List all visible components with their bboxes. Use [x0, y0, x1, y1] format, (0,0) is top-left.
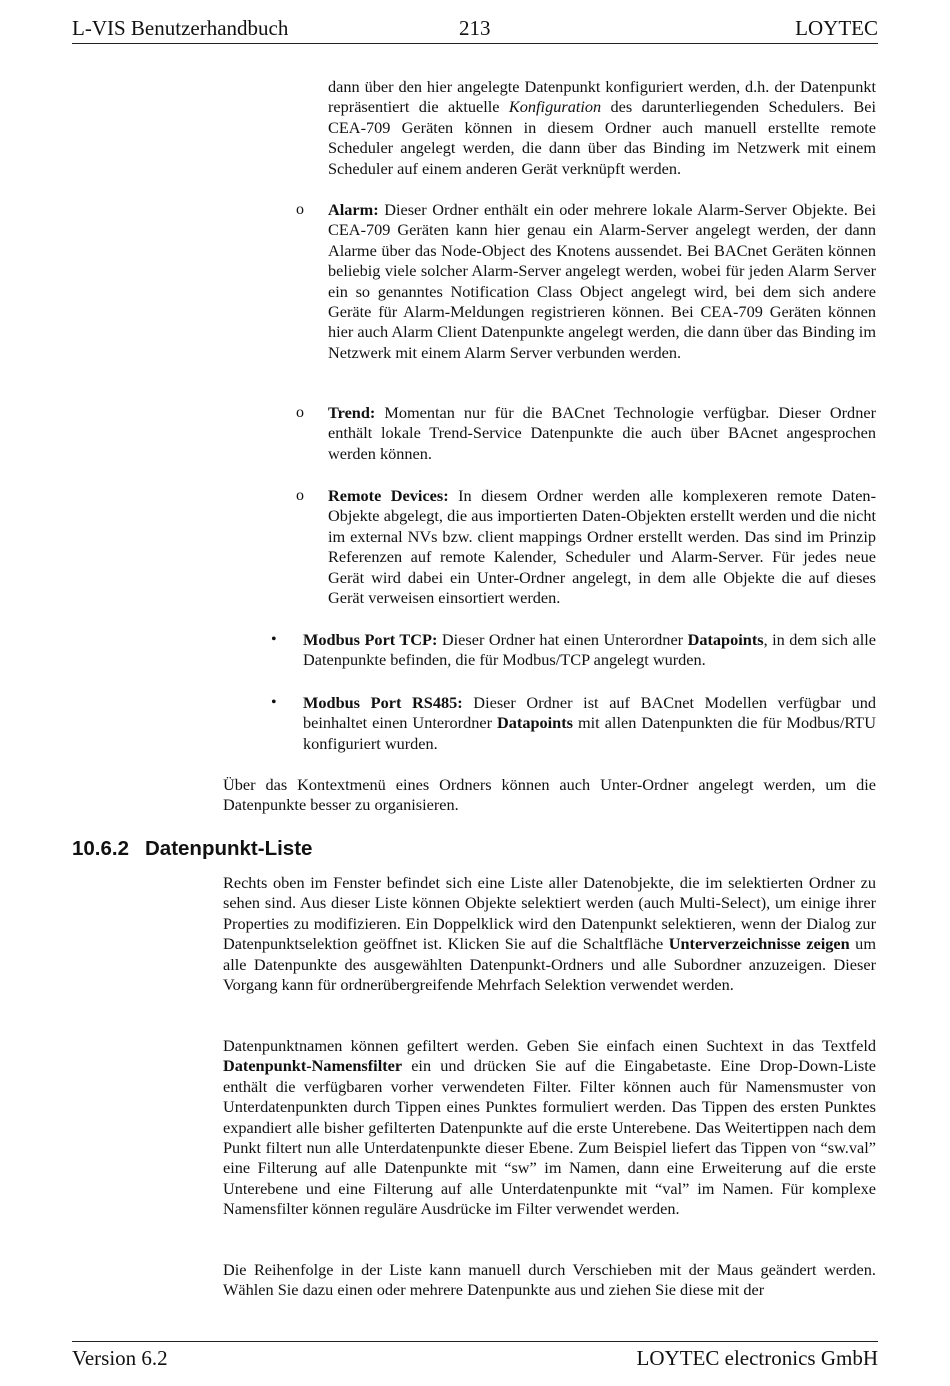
page-footer: [72, 1341, 878, 1370]
text-run: um alle Datenpunkte des ausgewählten Datenpunkt-Ordners und alle Subordner anzuzeigen. Dieser Vorgang kann für ordnerübergreifende Mehrfach Selektion verwendet werden.: [223, 934, 876, 995]
sub-bullet-marker: o: [296, 201, 304, 218]
continued-paragraph: [328, 77, 876, 179]
text-run: ein und drücken Sie auf die Eingabetaste. Eine Drop-Down-Liste enthält die verfügbaren vorher verwendeten Filter. Filter können auch für Namensmuster von Unterdatenpunkten durch Tippen eines Punktes formuliert werden. Das Tippen des ersten Punktes expandiert alle bisher gefilterten Datenpunkte auf die erste Unterebene. Das Weitertippen nach dem Punkt filtert nun alle Unterdatenpunkte dieser Ebene. Zum Beispiel liefert das Tippen von “sw.val” eine Filterung auf alle Datenpunkte mit “sw” im Namen, dann eine Erweiterung auf die erste Unterebene und eine Filterung auf alle Unterdatenpunkte mit “val” im Namen. Für komplexe Namensfilter können reguläre Ausdrücke im Filter verwendet werden.: [223, 1056, 876, 1219]
context-menu-paragraph: [223, 775, 876, 816]
page-number: 213: [459, 16, 491, 40]
item-text: In diesem Ordner werden alle komplexeren remote Daten-Objekte abgelegt, die aus importierten Daten-Objekten erstellt werden und die nicht im external NVs bzw. client mappings Ordner erstellt werden. Das sind im Prinzip Referenzen auf remote Kalender, Scheduler und Alarm-Server. Für jedes neue Gerät wird dabei ein Unter-Ordner angelegt, in dem alle Objekte die auf dieses Gerät verweisen einsortiert werden.: [328, 486, 876, 608]
item-text: Dieser Ordner enthält ein oder mehrere lokale Alarm-Server Objekte. Bei CEA-709 Geräten kann hier genau ein Alarm-Server angelegt werden, der dann Alarme über das Node-Object des Knotens aussendet. Bei BACnet Geräten können beliebig viele solcher Alarm-Server angelegt werden, wobei für jeden Alarm Server ein so genanntes Notification Class Object angelegt wird, bei dem sich andere Geräte für Alarm-Meldungen registrieren können. Bei CEA-709 Geräten können hier auch Alarm Client Datenpunkte angelegt werden, die dann über das Binding im Netzwerk mit einem Alarm Server verbunden werden.: [328, 200, 876, 362]
text-run: des darunterliegenden Schedulers. Bei CEA-709 Geräten können in diesem Ordner auch manuell erstellte remote Scheduler angelegt werden, die dann über das Binding im Netzwerk mit einem Scheduler auf einem anderen Gerät verknüpft werden.: [328, 97, 876, 178]
list-item-alarm: [328, 200, 876, 363]
paragraph-list-overview: [223, 873, 876, 995]
item-text: Momentan nur für die BACnet Technologie verfügbar. Dieser Ordner enthält lokale Trend-Service Datenpunkte die auch über BAcnet angesprochen werden können.: [328, 403, 876, 463]
ui-term: Datenpunkt-Namensfilter: [223, 1056, 403, 1076]
footer-version: Version 6.2: [72, 1346, 168, 1370]
bullet-marker: •: [271, 694, 277, 711]
list-item-modbus-tcp: [303, 630, 876, 671]
footer-company: LOYTEC electronics GmbH: [636, 1346, 878, 1370]
ui-term: Unterverzeichnisse zeigen: [668, 934, 850, 954]
item-term: Trend:: [328, 403, 376, 422]
item-term: Alarm:: [328, 200, 379, 219]
section-title: Datenpunkt-Liste: [145, 837, 313, 860]
item-text: , in dem sich alle Datenpunkte befinden, die für Modbus/TCP angelegt wurden.: [303, 630, 876, 670]
item-term: Modbus Port TCP:: [303, 630, 438, 649]
paragraph-text: Über das Kontextmenü eines Ordners können auch Unter-Ordner angelegt werden, um die Datenpunkte besser zu organisieren.: [223, 775, 876, 815]
item-bold: Datapoints: [687, 630, 764, 649]
item-bold: Datapoints: [497, 713, 573, 733]
header-brand: LOYTEC: [795, 16, 878, 40]
item-text: Dieser Ordner hat einen Unterordner: [437, 630, 688, 649]
text-run: dann über den hier angelegte Datenpunkt konfiguriert werden, d.h. der Datenpunkt repräsentiert die aktuelle: [328, 77, 876, 117]
text-run: Rechts oben im Fenster befindet sich eine Liste aller Datenobjekte, die im selektierten Ordner zu sehen sind. Aus dieser Liste können Objekte selektiert werden (auch Multi-Select), um einige ihrer Properties zu modifizieren. Ein Doppelklick wird den Datenpunkt selektieren, wenn der Dialog zur Datenpunktselektion geöffnet ist. Klicken Sie auf die Schaltfläche: [223, 873, 876, 954]
section-number: 10.6.2: [72, 837, 129, 860]
item-term: Modbus Port RS485:: [303, 693, 463, 712]
paragraph-name-filter: [223, 1036, 876, 1220]
list-item-modbus-rs485: [303, 693, 876, 754]
bullet-marker: •: [271, 631, 277, 648]
item-text: mit allen Datenpunkten die für Modbus/RTU konfiguriert wurden.: [303, 713, 876, 753]
section-heading: [72, 837, 312, 861]
list-item-remote-devices: [328, 486, 876, 608]
header-title: L-VIS Benutzerhandbuch: [72, 16, 289, 40]
paragraph-text: Die Reihenfolge in der Liste kann manuell durch Verschieben mit der Maus geändert werden. Wählen Sie dazu einen oder mehrere Datenpunkte aus und ziehen Sie diese mit der: [223, 1260, 876, 1300]
page-header: [72, 15, 878, 44]
text-run: Datenpunktnamen können gefiltert werden. Geben Sie einfach einen Suchtext in das Textfeld: [223, 1036, 876, 1055]
sub-bullet-marker: o: [296, 487, 304, 504]
item-text: Dieser Ordner ist auf BACnet Modellen verfügbar und beinhaltet einen Unterordner: [303, 693, 876, 733]
sub-bullet-marker: o: [296, 404, 304, 421]
emphasis: Konfiguration: [508, 97, 602, 117]
item-term: Remote Devices:: [328, 486, 449, 505]
paragraph-reorder: [223, 1260, 876, 1301]
list-item-trend: [328, 403, 876, 464]
